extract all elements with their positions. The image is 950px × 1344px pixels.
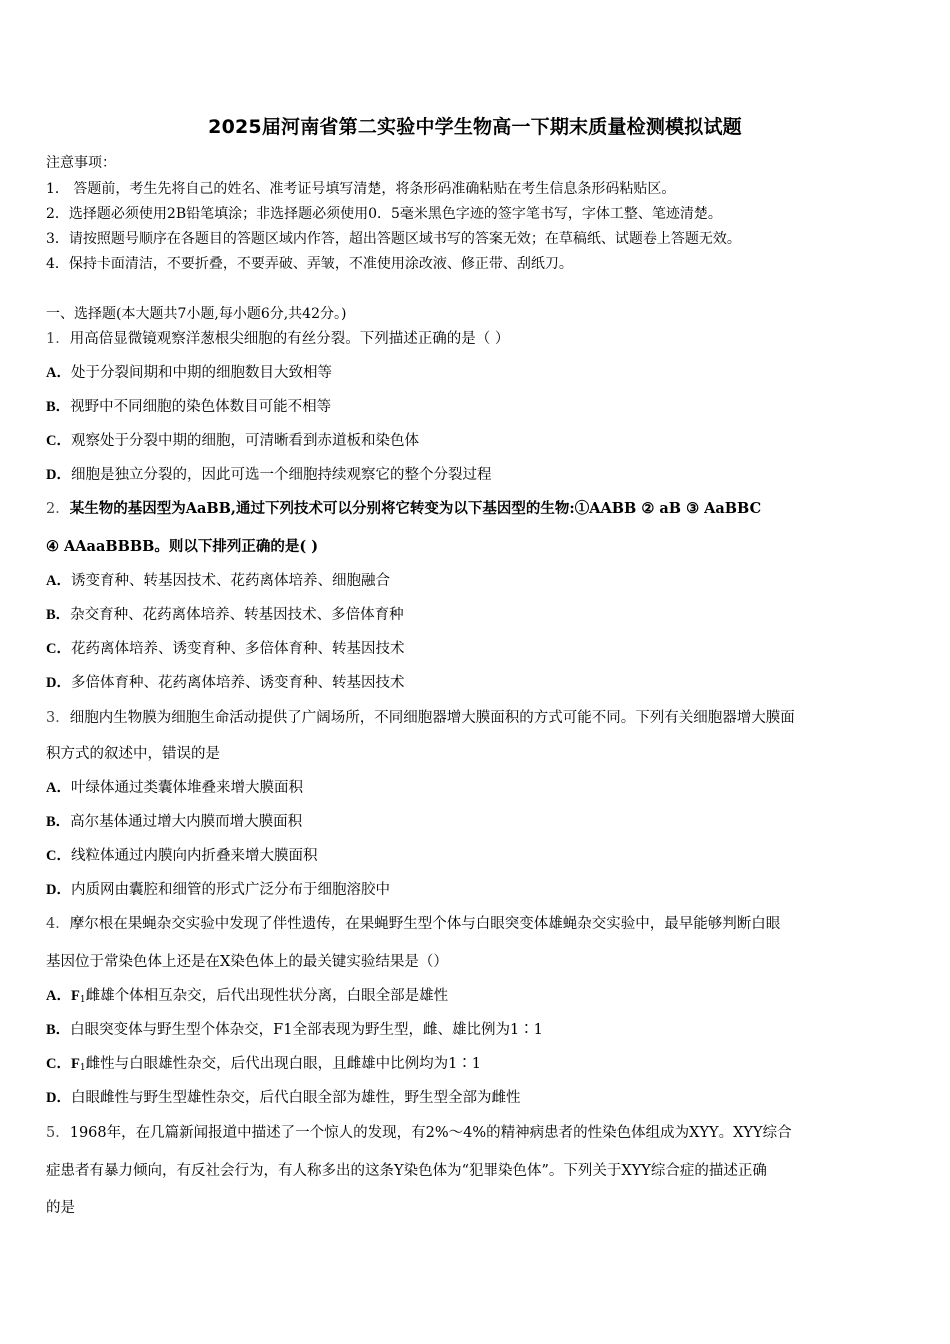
option-text: 雌雄个体相互杂交，后代出现性状分离，白眼全部是雄性 [85,988,449,1004]
question-stem [46,706,795,727]
option-letter: C． [46,1056,71,1072]
option-text: 花药离体培养、诱变育种、多倍体育种、转基因技术 [70,641,405,657]
question-text: 细胞内生物膜为细胞生命活动提供了广阔场所，不同细胞器增大膜面积的方式可能不同。下列有关细胞器增大膜面 [69,710,795,726]
question-stem-continued: ④ AAaaBBBB。则以下排列正确的是( ) [46,538,319,555]
option-text: 观察处于分裂中期的细胞，可清晰看到赤道板和染色体 [70,433,419,449]
option-letter: A． [46,573,71,589]
generation-symbol: F [70,988,80,1004]
option-letter: D． [46,467,71,483]
question-stem-continued: 的是 [46,1200,75,1216]
question-stem [46,1121,792,1142]
generation-subscript: 1 [79,995,86,1005]
option-text: 高尔基体通过增大内膜而增大膜面积 [70,814,303,830]
option-b [46,1018,543,1039]
question-stem [46,912,780,933]
option-text: 处于分裂间期和中期的细胞数目大致相等 [70,365,332,381]
option-letter: C． [46,433,71,449]
option-letter: D． [46,675,71,691]
question-stem [46,497,761,518]
option-text: 杂交育种、花药离体培养、转基因技术、多倍体育种 [70,607,404,623]
question-stem [46,327,509,348]
notice-item: 3．请按照题号顺序在各题目的答题区域内作答，超出答题区域书写的答案无效；在草稿纸、试题卷上答题无效。 [46,231,741,247]
option-d [46,463,491,484]
option-c [46,844,317,865]
section-heading: 一、选择题(本大题共7小题,每小题6分,共42分。) [46,306,347,322]
question-text: 摩尔根在果蝇杂交实验中发现了伴性遗传，在果蝇野生型个体与白眼突变体雄蝇杂交实验中，最早能够判断白眼 [69,916,781,932]
option-a [46,776,303,797]
page-title: 2025届河南省第二实验中学生物高一下期末质量检测模拟试题 [208,116,742,138]
option-text: 线粒体通过内膜向内折叠来增大膜面积 [70,848,318,864]
option-c [46,637,404,658]
option-text: 视野中不同细胞的染色体数目可能不相等 [70,399,332,415]
option-d [46,878,390,899]
option-letter: B． [46,607,71,623]
question-text: 1968年，在几篇新闻报道中描述了一个惊人的发现，有2%～4%的精神病患者的性染色体组成为XYY。XYY综合 [69,1125,792,1141]
option-letter: A． [46,365,71,381]
option-letter: D． [46,1090,71,1106]
option-letter: D． [46,882,71,898]
option-a [46,984,448,1005]
option-b [46,810,302,831]
question-number: 2． [46,501,70,517]
option-text: 内质网由囊腔和细管的形式广泛分布于细胞溶胶中 [70,882,390,898]
option-text: 诱变育种、转基因技术、花药离体培养、细胞融合 [70,573,390,589]
question-text: 用高倍显微镜观察洋葱根尖细胞的有丝分裂。下列描述正确的是（ ） [69,331,510,347]
option-letter: B． [46,1022,71,1038]
option-d [46,1086,520,1107]
question-number: 3． [46,710,70,726]
option-text: 细胞是独立分裂的，因此可选一个细胞持续观察它的整个分裂过程 [70,467,492,483]
option-b [46,603,404,624]
option-text: 雌性与白眼雄性杂交，后代出现白眼，且雌雄中比例均为1∶1 [85,1056,482,1072]
question-stem-continued: 症患者有暴力倾向，有反社会行为，有人称多出的这条Y染色体为“犯罪染色体”。下列关于XYY综合症的描述正确 [46,1163,767,1179]
option-letter: B． [46,814,71,830]
notice-item: 1． 答题前，考生先将自己的姓名、准考证号填写清楚，将条形码准确粘贴在考生信息条形码粘贴区。 [46,181,676,197]
option-letter: A． [46,780,71,796]
option-letter: C． [46,848,71,864]
option-b [46,395,331,416]
option-letter: C． [46,641,71,657]
option-letter: A． [46,988,71,1004]
option-d [46,671,404,692]
option-text: 叶绿体通过类囊体堆叠来增大膜面积 [70,780,303,796]
question-stem-continued: 积方式的叙述中，错误的是 [46,746,220,762]
question-number: 1． [46,331,70,347]
notice-heading: 注意事项： [46,155,116,171]
question-number: 4． [46,916,70,932]
option-a [46,361,332,382]
question-text: 某生物的基因型为AaBB,通过下列技术可以分别将它转变为以下基因型的生物:①AABB ② aB ③ AaBBC [69,500,762,517]
option-text: 白眼雌性与野生型雄性杂交，后代白眼全部为雄性，野生型全部为雌性 [70,1090,521,1106]
question-stem-continued: 基因位于常染色体上还是在X染色体上的最关键实验结果是（） [46,954,448,970]
generation-subscript: 1 [79,1063,86,1073]
generation-symbol: F [70,1056,80,1072]
option-c [46,429,419,450]
option-c [46,1052,481,1073]
option-text: 白眼突变体与野生型个体杂交，F1全部表现为野生型，雌、雄比例为1∶1 [70,1022,543,1038]
notice-item: 4．保持卡面清洁，不要折叠，不要弄破、弄皱，不准使用涂改液、修正带、刮纸刀。 [46,256,573,272]
question-number: 5． [46,1125,70,1141]
option-text: 多倍体育种、花药离体培养、诱变育种、转基因技术 [70,675,405,691]
notice-item: 2．选择题必须使用2B铅笔填涂；非选择题必须使用0．5毫米黑色字迹的签字笔书写，字体工整、笔迹清楚。 [46,206,722,222]
option-letter: B． [46,399,71,415]
option-a [46,569,390,590]
